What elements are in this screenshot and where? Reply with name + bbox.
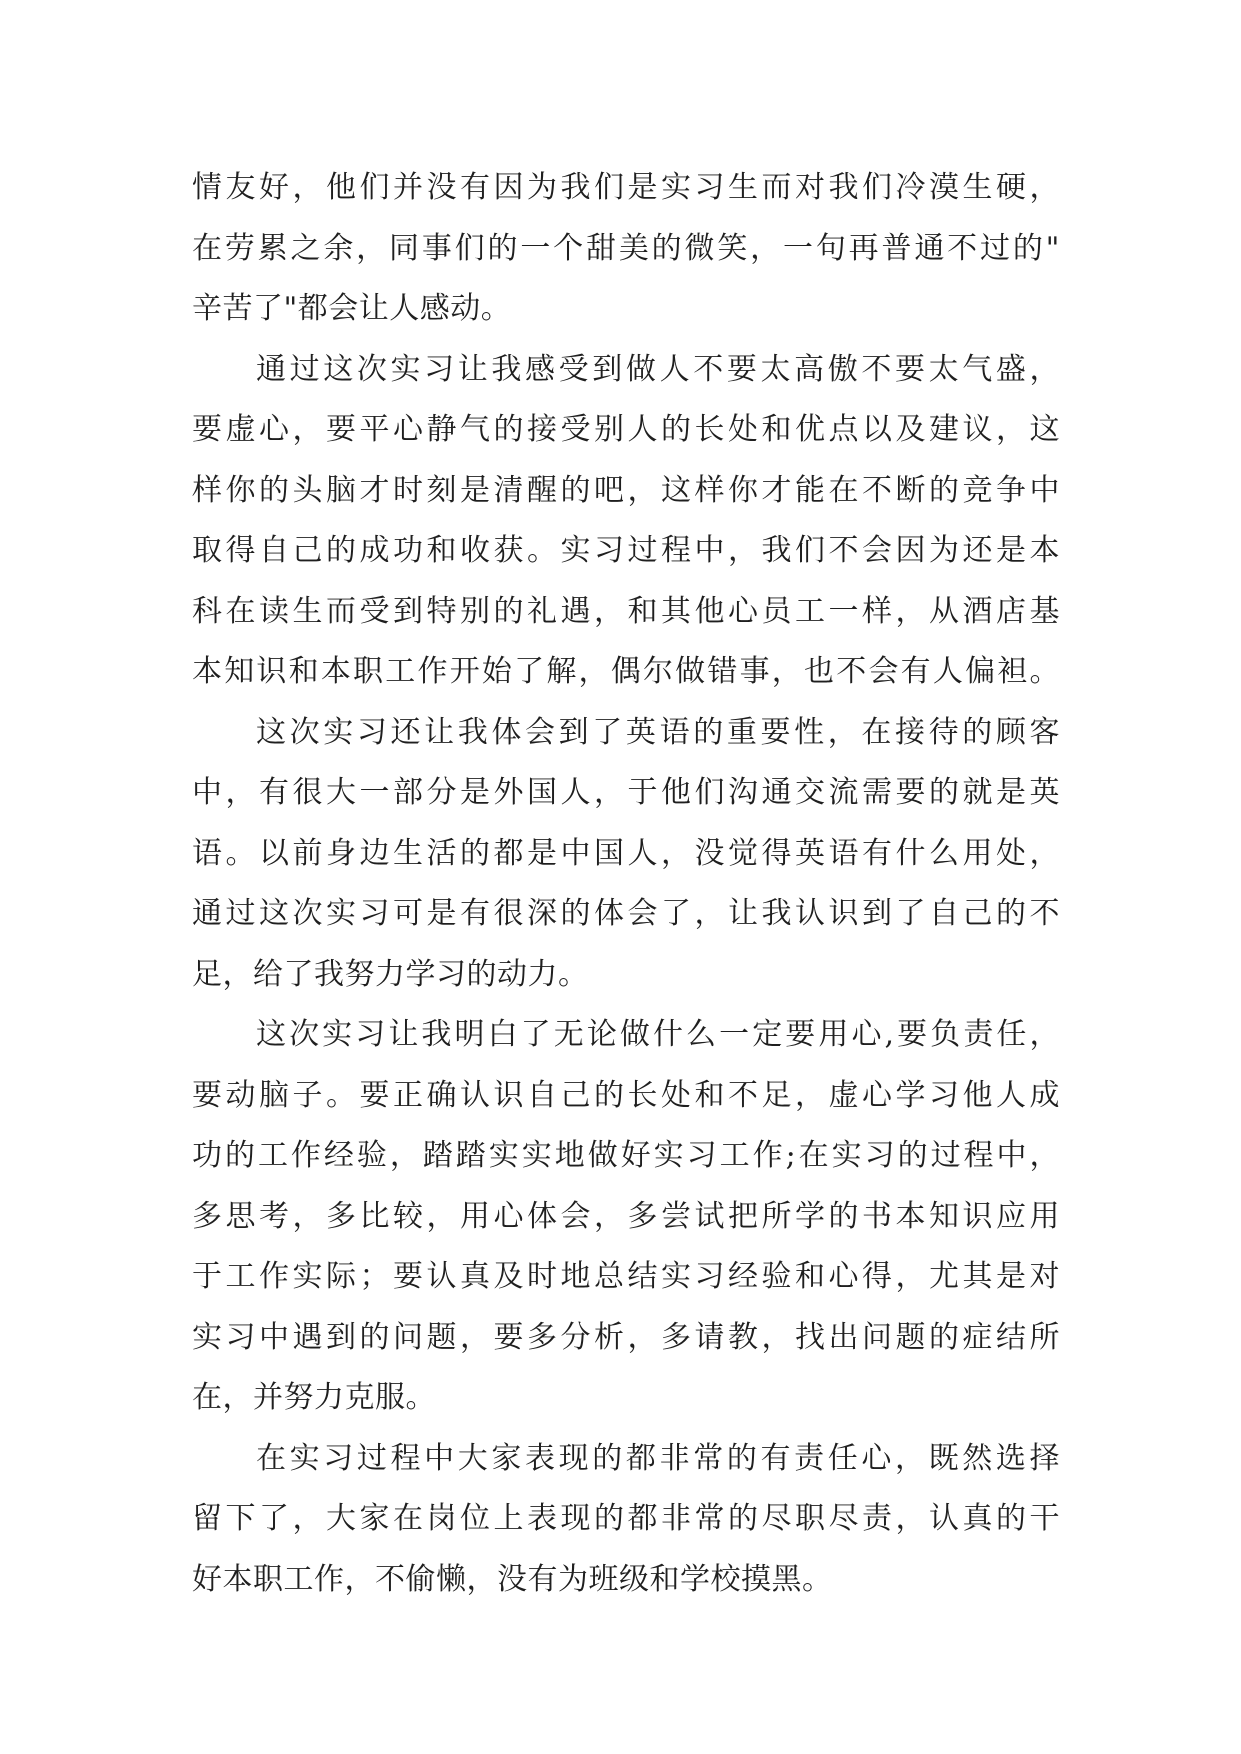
document-body [192, 158, 1060, 1610]
text-line: 功的工作经验，踏踏实实地做好实习工作;在实习的过程中， [192, 1138, 1060, 1173]
text-line: 在，并努力克服。 [192, 1380, 436, 1415]
text-line: 要虚心，要平心静气的接受别人的长处和优点以及建议，这 [192, 412, 1060, 447]
text-line: 好本职工作，不偷懒，没有为班级和学校摸黑。 [192, 1561, 833, 1597]
text-line: 辛苦了"都会让人感动。 [192, 291, 512, 326]
text-line: 留下了，大家在岗位上表现的都非常的尽职尽责，认真的干 [192, 1501, 1060, 1536]
text-line: 这次实习让我明白了无论做什么一定要用心,要负责任， [256, 1017, 1060, 1052]
text-line: 于工作实际；要认真及时地总结实习经验和心得，尤其是对 [192, 1259, 1060, 1294]
text-line: 这次实习还让我体会到了英语的重要性，在接待的顾客 [256, 714, 1060, 750]
text-line: 足，给了我努力学习的动力。 [192, 956, 589, 992]
text-line: 实习中遇到的问题，要多分析，多请教，找出问题的症结所 [192, 1319, 1060, 1355]
text-line: 多思考，多比较，用心体会，多尝试把所学的书本知识应用 [192, 1198, 1060, 1234]
text-line: 在实习过程中大家表现的都非常的有责任心，既然选择 [256, 1440, 1060, 1476]
text-line: 要动脑子。要正确认识自己的长处和不足，虚心学习他人成 [192, 1077, 1060, 1113]
text-line: 取得自己的成功和收获。实习过程中，我们不会因为还是本 [192, 533, 1060, 568]
text-line: 在劳累之余，同事们的一个甜美的微笑，一句再普通不过的" [192, 230, 1060, 266]
text-line: 科在读生而受到特别的礼遇，和其他心员工一样，从酒店基 [192, 593, 1060, 629]
text-line: 本知识和本职工作开始了解，偶尔做错事，也不会有人偏袒。 [192, 654, 1060, 689]
text-line: 情友好，他们并没有因为我们是实习生而对我们冷漠生硬， [192, 170, 1060, 205]
text-line: 中，有很大一部分是外国人，于他们沟通交流需要的就是英 [192, 775, 1060, 810]
text-line: 通过这次实习让我感受到做人不要太高傲不要太气盛， [256, 351, 1060, 387]
text-line: 样你的头脑才时刻是清醒的吧，这样你才能在不断的竞争中 [192, 472, 1060, 508]
text-line: 通过这次实习可是有很深的体会了，让我认识到了自己的不 [192, 896, 1060, 931]
text-line: 语。以前身边生活的都是中国人，没觉得英语有什么用处， [192, 835, 1060, 871]
